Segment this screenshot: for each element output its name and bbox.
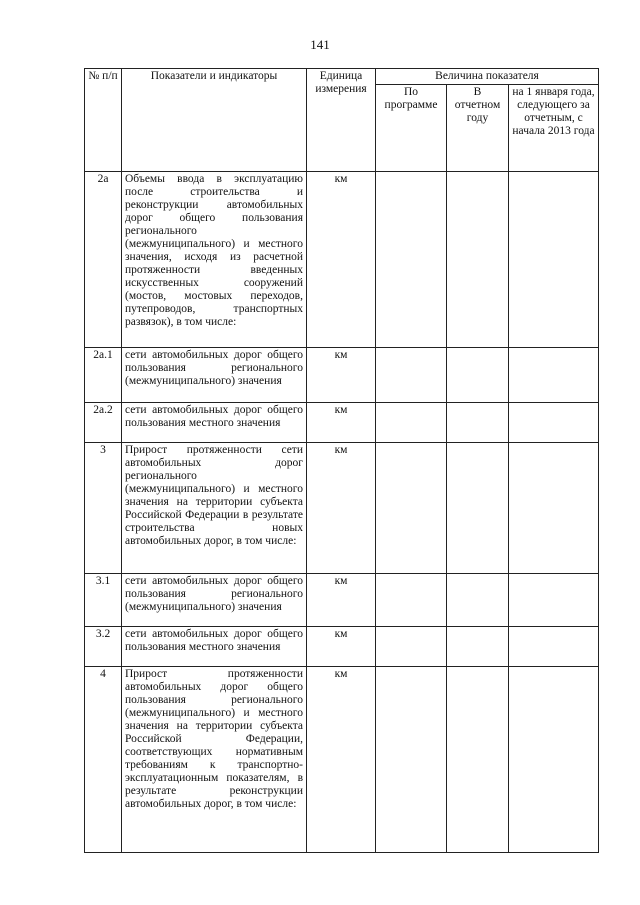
row-number: 2а.1 — [85, 348, 122, 403]
cell-reporting-year — [447, 443, 509, 574]
cell-as-of — [509, 403, 599, 443]
row-number: 3 — [85, 443, 122, 574]
cell-by-program — [376, 627, 447, 667]
table-row — [85, 172, 599, 348]
header-reporting-year: В отчетном году — [447, 85, 509, 172]
header-num: № п/п — [85, 69, 122, 172]
cell-reporting-year — [447, 627, 509, 667]
row-description: сети автомобильных дорог общего пользования местного значения — [122, 627, 307, 667]
row-number: 2а.2 — [85, 403, 122, 443]
row-description: Прирост протяженности автомобильных дорог общего пользования регионального (межмуниципального) и местного значения на территории субъекта Российской Федерации, соответствующих нормативным требованиям к транспортно-эксплуатационным показателям, в результате реконструкции автомобильных дорог, в том числе: — [122, 667, 307, 853]
page-number: 141 — [310, 37, 330, 52]
cell-as-of — [509, 443, 599, 574]
row-description: Прирост протяженности сети автомобильных дорог регионального (межмуниципального) и местного значения на территории субъекта Российской Федерации в результате строительства новых автомобильных дорог, в том числе: — [122, 443, 307, 574]
header-unit: Единица измерения — [307, 69, 376, 172]
table-row — [85, 627, 599, 667]
row-description: сети автомобильных дорог общего пользования регионального (межмуниципального) значения — [122, 574, 307, 627]
cell-by-program — [376, 574, 447, 627]
cell-reporting-year — [447, 172, 509, 348]
row-description: сети автомобильных дорог общего пользования регионального (межмуниципального) значения — [122, 348, 307, 403]
table-row — [85, 443, 599, 574]
row-unit: км — [307, 627, 376, 667]
table-row — [85, 348, 599, 403]
cell-as-of — [509, 667, 599, 853]
row-description: сети автомобильных дорог общего пользования местного значения — [122, 403, 307, 443]
row-unit: км — [307, 348, 376, 403]
header-indicator: Показатели и индикаторы — [122, 69, 307, 172]
row-number: 3.2 — [85, 627, 122, 667]
cell-as-of — [509, 348, 599, 403]
row-unit: км — [307, 443, 376, 574]
row-number: 3.1 — [85, 574, 122, 627]
header-as-of: на 1 января года, следующего за отчетным, с начала 2013 года — [509, 85, 599, 172]
cell-reporting-year — [447, 403, 509, 443]
row-unit: км — [307, 574, 376, 627]
table-row — [85, 667, 599, 853]
header-by-program: По программе — [376, 85, 447, 172]
cell-by-program — [376, 348, 447, 403]
row-unit: км — [307, 667, 376, 853]
row-unit: км — [307, 172, 376, 348]
cell-reporting-year — [447, 574, 509, 627]
row-unit: км — [307, 403, 376, 443]
table-row — [85, 574, 599, 627]
header-value-group: Величина показателя — [376, 69, 599, 85]
cell-reporting-year — [447, 348, 509, 403]
row-number: 2а — [85, 172, 122, 348]
cell-reporting-year — [447, 667, 509, 853]
cell-by-program — [376, 172, 447, 348]
cell-as-of — [509, 172, 599, 348]
row-description: Объемы ввода в эксплуатацию после строительства и реконструкции автомобильных дорог общего пользования регионального (межмуниципального) и местного значения, исходя из расчетной протяженности введенных искусственных сооружений (мостов, мостовых переходов, путепроводов, транспортных развязок), в том числе: — [122, 172, 307, 348]
cell-by-program — [376, 667, 447, 853]
cell-by-program — [376, 403, 447, 443]
cell-as-of — [509, 574, 599, 627]
cell-by-program — [376, 443, 447, 574]
indicators-table — [84, 68, 599, 853]
cell-as-of — [509, 627, 599, 667]
table-row — [85, 403, 599, 443]
row-number: 4 — [85, 667, 122, 853]
